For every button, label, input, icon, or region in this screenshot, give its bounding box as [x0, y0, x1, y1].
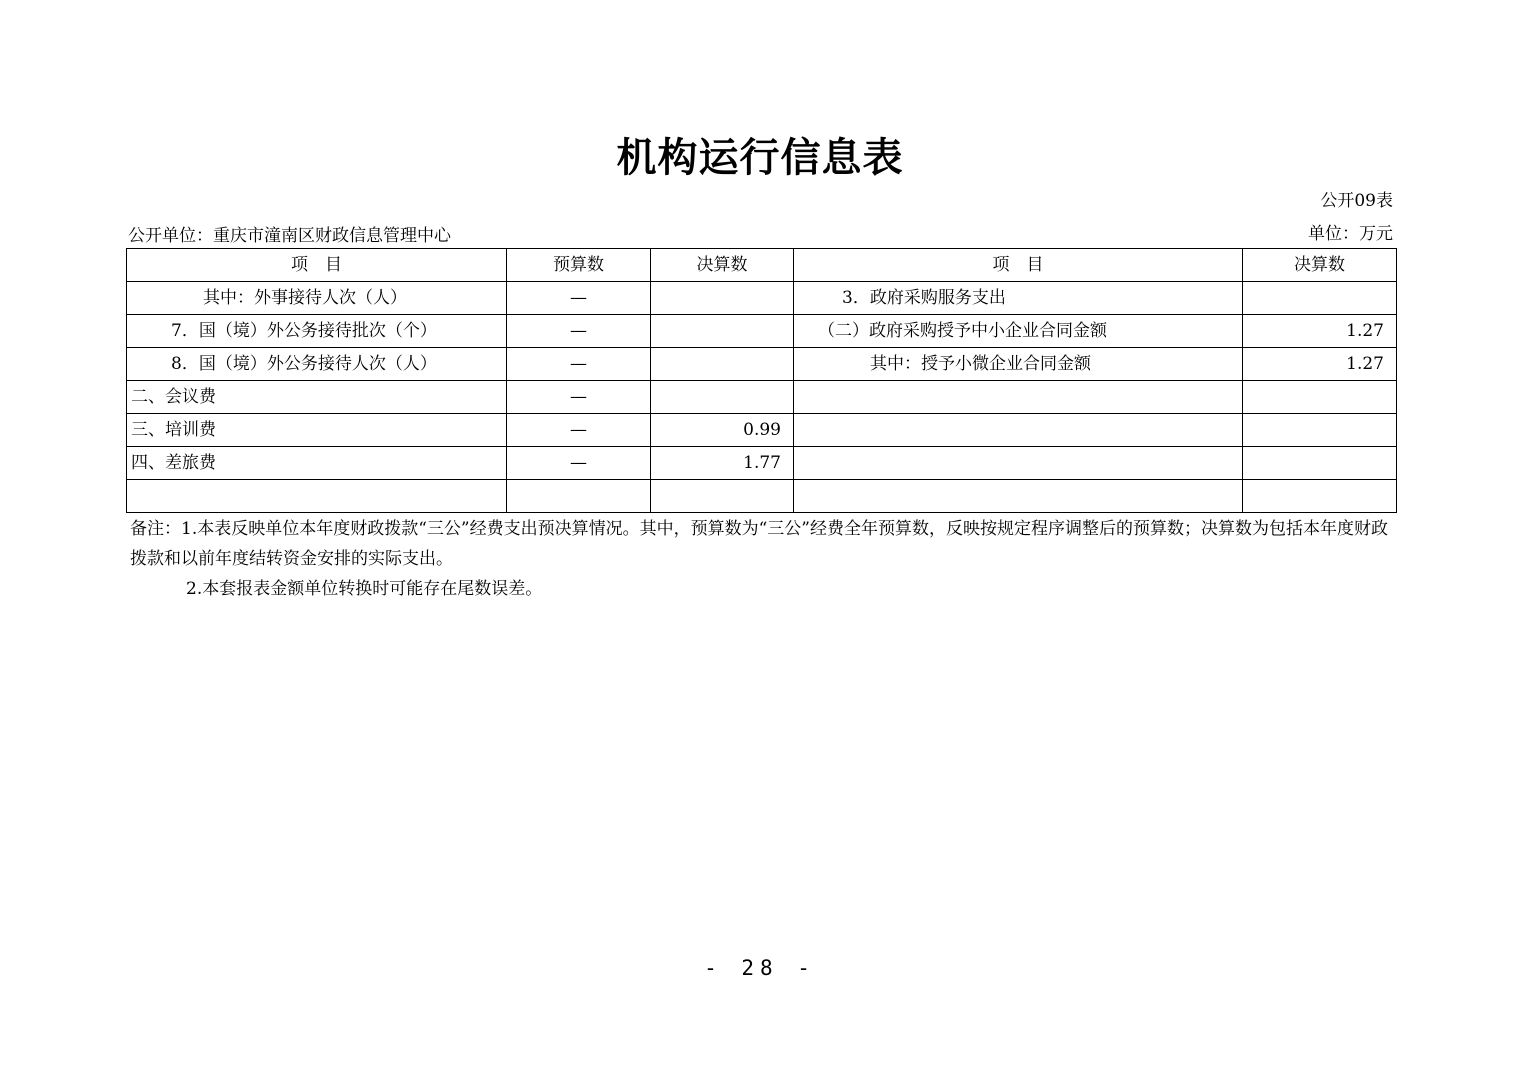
cell-left-item [127, 480, 507, 513]
page-title: 机构运行信息表 [616, 134, 904, 181]
cell-budget: — [507, 282, 651, 315]
cell-left-item: 其中：外事接待人次（人） [127, 282, 507, 315]
cell-final [651, 282, 794, 315]
table-row [127, 381, 1397, 414]
cell-left-item: 8．国（境）外公务接待人次（人） [127, 348, 507, 381]
cell-right-item: （二）政府采购授予中小企业合同金额 [794, 315, 1243, 348]
cell-final: 0.99 [651, 414, 794, 447]
currency-unit: 单位：万元 [1308, 224, 1393, 244]
header-item-right: 项 目 [794, 249, 1243, 282]
cell-right-item [794, 381, 1243, 414]
cell-right-final [1243, 447, 1397, 480]
cell-right-final: 1.27 [1243, 315, 1397, 348]
cell-right-item [794, 414, 1243, 447]
cell-right-final [1243, 282, 1397, 315]
cell-final [651, 381, 794, 414]
cell-right-item: 3．政府采购服务支出 [794, 282, 1243, 315]
cell-final [651, 480, 794, 513]
table-row [127, 282, 1397, 315]
page-number: - 28 - [704, 956, 816, 980]
table-row [127, 480, 1397, 513]
cell-budget: — [507, 447, 651, 480]
cell-left-item: 四、差旅费 [127, 447, 507, 480]
cell-right-item [794, 447, 1243, 480]
table-header-row [127, 249, 1397, 282]
cell-right-final [1243, 381, 1397, 414]
notes [130, 514, 1392, 604]
form-number: 公开09表 [1320, 191, 1393, 211]
table-row [127, 414, 1397, 447]
note-1: 备注：1.本表反映单位本年度财政拨款“三公”经费支出预决算情况。其中，预算数为“三公”经费全年预算数，反映按规定程序调整后的预算数；决算数为包括本年度财政拨款和以前年度结转资金安排的实际支出。 [130, 519, 1388, 569]
cell-right-final: 1.27 [1243, 348, 1397, 381]
cell-left-item: 三、培训费 [127, 414, 507, 447]
cell-budget: — [507, 315, 651, 348]
note-2: 2.本套报表金额单位转换时可能存在尾数误差。 [186, 579, 543, 599]
cell-final [651, 315, 794, 348]
reporting-unit: 公开单位：重庆市潼南区财政信息管理中心 [128, 226, 451, 246]
table-row [127, 348, 1397, 381]
table-row [127, 447, 1397, 480]
cell-budget: — [507, 348, 651, 381]
info-table [126, 248, 1397, 513]
cell-final: 1.77 [651, 447, 794, 480]
header-item-left: 项 目 [127, 249, 507, 282]
cell-right-item [794, 480, 1243, 513]
cell-right-item: 其中：授予小微企业合同金额 [794, 348, 1243, 381]
cell-budget: — [507, 414, 651, 447]
cell-left-item: 7．国（境）外公务接待批次（个） [127, 315, 507, 348]
header-final-right: 决算数 [1243, 249, 1397, 282]
header-final-left: 决算数 [651, 249, 794, 282]
cell-final [651, 348, 794, 381]
cell-right-final [1243, 414, 1397, 447]
cell-budget: — [507, 381, 651, 414]
table-row [127, 315, 1397, 348]
cell-budget [507, 480, 651, 513]
cell-left-item: 二、会议费 [127, 381, 507, 414]
header-budget: 预算数 [507, 249, 651, 282]
cell-right-final [1243, 480, 1397, 513]
